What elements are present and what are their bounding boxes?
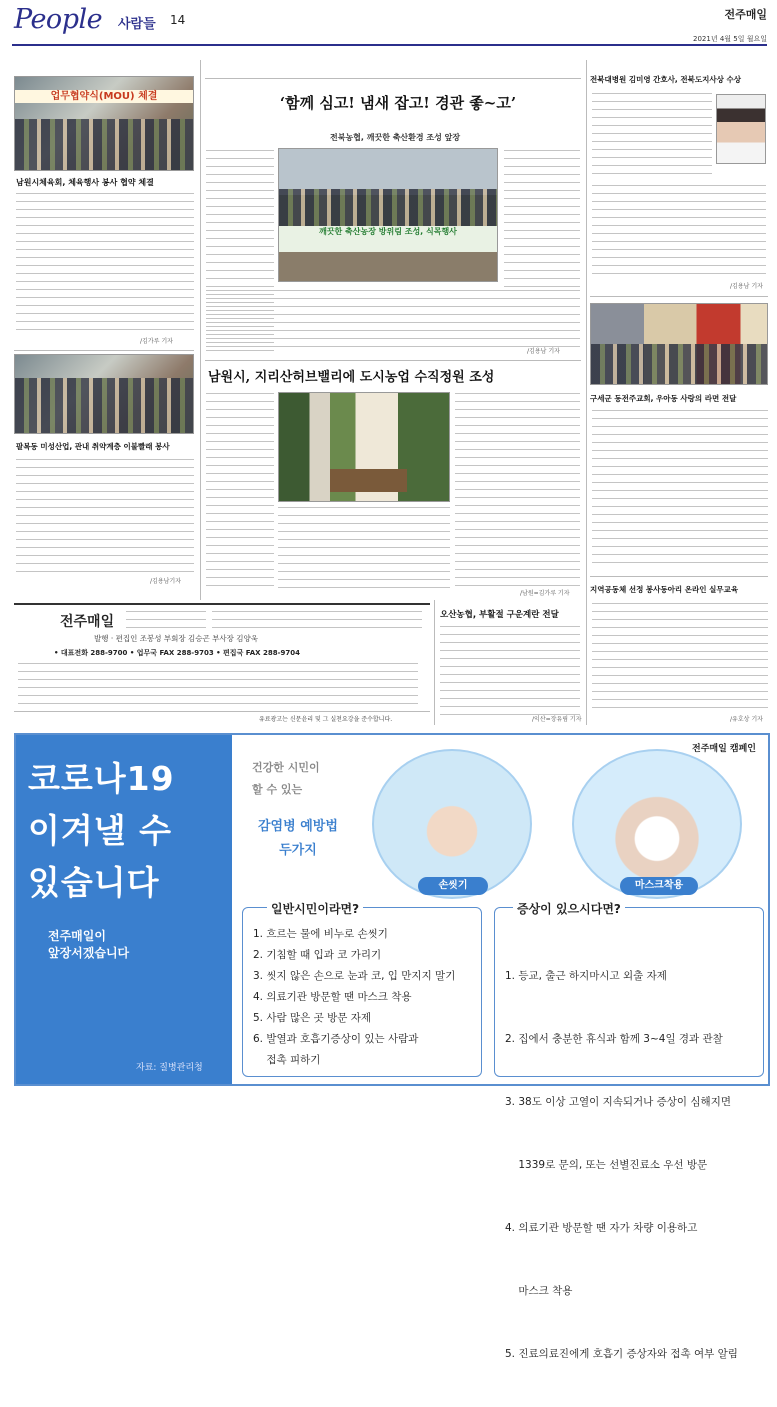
ad-intro: 건강한 시민이 할 수 있는 [252, 761, 320, 796]
story-body [206, 393, 274, 593]
general-guidelines-box [242, 902, 482, 1077]
general-guidelines-title: 일반시민이라면? [267, 900, 363, 917]
covid-campaign-ad [14, 733, 770, 1360]
divider [590, 296, 768, 297]
symptom-guidelines-title: 증상이 있으시다면? [513, 900, 625, 917]
column-divider [200, 60, 201, 600]
tree-planting-photo [278, 148, 498, 282]
divider [590, 576, 768, 577]
list-item: 접촉 피하기 [253, 1054, 321, 1066]
list-item: 4. 의료기관 방문할 땐 자가 차량 이용하고 [505, 1222, 698, 1234]
list-item: 2. 기침할 때 입과 코 가리기 [253, 949, 382, 961]
story-body [16, 459, 194, 575]
divider [14, 350, 194, 351]
divider [205, 360, 581, 361]
issue-date: 2021년 4월 5일 월요일 [693, 35, 767, 43]
story-byline: /김용남 기자 [527, 348, 560, 355]
mask-illustration [572, 749, 742, 899]
story-byline: /김가루 기자 [140, 338, 173, 345]
list-item: 3. 씻지 않은 손으로 눈과 코, 입 만지지 말기 [253, 970, 456, 982]
list-item: 3. 38도 이상 고열이 지속되거나 증상이 심해지면 [505, 1096, 731, 1108]
masthead-notice: 유료광고는 신문윤리 및 그 실천요강을 준수합니다. [259, 716, 393, 723]
story-body [206, 290, 580, 348]
masthead-phones: • 대표전화 288-9700 • 업무국 FAX 288-9703 • 편집국 FAX 288-9704 [54, 649, 300, 657]
divider [205, 78, 581, 79]
mou-photo [14, 76, 194, 171]
story-byline: /유호상 기자 [730, 716, 763, 723]
story-byline: /김용남기자 [150, 578, 182, 585]
vertical-garden-photo [278, 392, 450, 502]
section-title-en: People [14, 4, 103, 35]
story-body [278, 507, 450, 593]
list-item: 1. 등교, 출근 하지마시고 외출 자제 [505, 970, 667, 982]
story-body [440, 626, 580, 716]
ad-main-message: 감염병 예방법 두가지 [258, 819, 338, 858]
column-divider [434, 600, 435, 725]
story-title: 구세군 동전주교회, 우아동 사랑의 라면 전달 [590, 394, 737, 403]
symptom-guidelines-box [494, 902, 764, 1360]
tree-planting-banner: 깨끗한 축산농장 방위림 조성, 식목행사 [279, 226, 497, 252]
story-body [592, 93, 712, 181]
headline: ‘함께 심고! 냄새 잡고! 경관 좋~고’ [279, 94, 517, 112]
story-body [455, 393, 580, 589]
list-item: 마스크 착용 [505, 1285, 573, 1297]
list-item: 2. 집에서 충분한 휴식과 함께 3~4일 경과 관찰 [505, 1033, 723, 1045]
story-body [592, 410, 768, 570]
masthead-name: 전주매일 [60, 614, 115, 630]
story-byline: /익산=장유림 기자 [532, 716, 582, 723]
ad-title: 코로나19 이겨낼 수 있습니다 [28, 759, 175, 902]
page-number: 14 [170, 13, 186, 27]
newspaper-brand: 전주매일 [724, 8, 767, 21]
symptom-guidelines-list [505, 924, 738, 1407]
section-title-ko: 사람들 [118, 17, 156, 32]
handwash-illustration [372, 749, 532, 899]
column-divider [586, 60, 587, 725]
ad-subtitle: 전주매일이 앞장서겠습니다 [48, 929, 130, 960]
general-guidelines-list [253, 924, 455, 1071]
list-item: 5. 진료의료진에게 호흡기 증상자와 접촉 여부 알림 [505, 1348, 738, 1360]
handwash-label: 손씻기 [418, 877, 488, 895]
list-item: 6. 발열과 호흡기증상이 있는 사람과 [253, 1033, 419, 1045]
masthead-staff: 발행 · 편집인 조봉성 부회장 김승곤 부사장 김양욱 [94, 634, 258, 643]
headline: 남원시, 지리산허브밸리에 도시농업 수직정원 조성 [208, 370, 495, 385]
story-title: 오산농협, 부활절 구운계란 전달 [440, 610, 559, 620]
mou-photo-banner: 업무협약식(MOU) 체결 [15, 90, 193, 103]
story-title: 지역공동체 선정 봉사동아리 온라인 실무교육 [590, 585, 739, 594]
list-item: 4. 의료기관 방문할 땐 마스크 착용 [253, 991, 412, 1003]
story-byline: /김용남 기자 [730, 283, 763, 290]
list-item: 5. 사람 많은 곳 방문 자제 [253, 1012, 371, 1024]
story-title: 남원시체육회, 체육행사 봉사 협약 체결 [16, 178, 154, 187]
list-item: 1. 흐르는 물에 비누로 손씻기 [253, 928, 388, 940]
ad-left-panel [16, 735, 232, 1084]
mask-label: 마스크착용 [620, 877, 698, 895]
nurse-portrait-photo [716, 94, 766, 164]
story-body [16, 193, 194, 335]
masthead [14, 603, 430, 723]
header-divider [12, 44, 767, 46]
story-body [504, 150, 580, 290]
ad-source: 자료: 질병관리청 [136, 1063, 203, 1073]
subheadline: 전북농협, 깨끗한 축산환경 조성 앞장 [330, 133, 461, 142]
story-title: 전북대병원 김미영 간호사, 전북도지사상 수상 [590, 75, 741, 84]
ad-brand: 전주매일 캠페인 [692, 744, 756, 754]
ramen-donation-photo [590, 303, 768, 385]
story-title: 팔복동 미성산업, 관내 취약계층 이불빨래 봉사 [16, 442, 170, 451]
bedding-donation-photo [14, 354, 194, 434]
story-body [592, 185, 766, 280]
list-item: 1339로 문의, 또는 선별진료소 우선 방문 [505, 1159, 708, 1171]
story-byline: /남원=김가루 기자 [520, 590, 570, 597]
story-body [592, 603, 768, 715]
